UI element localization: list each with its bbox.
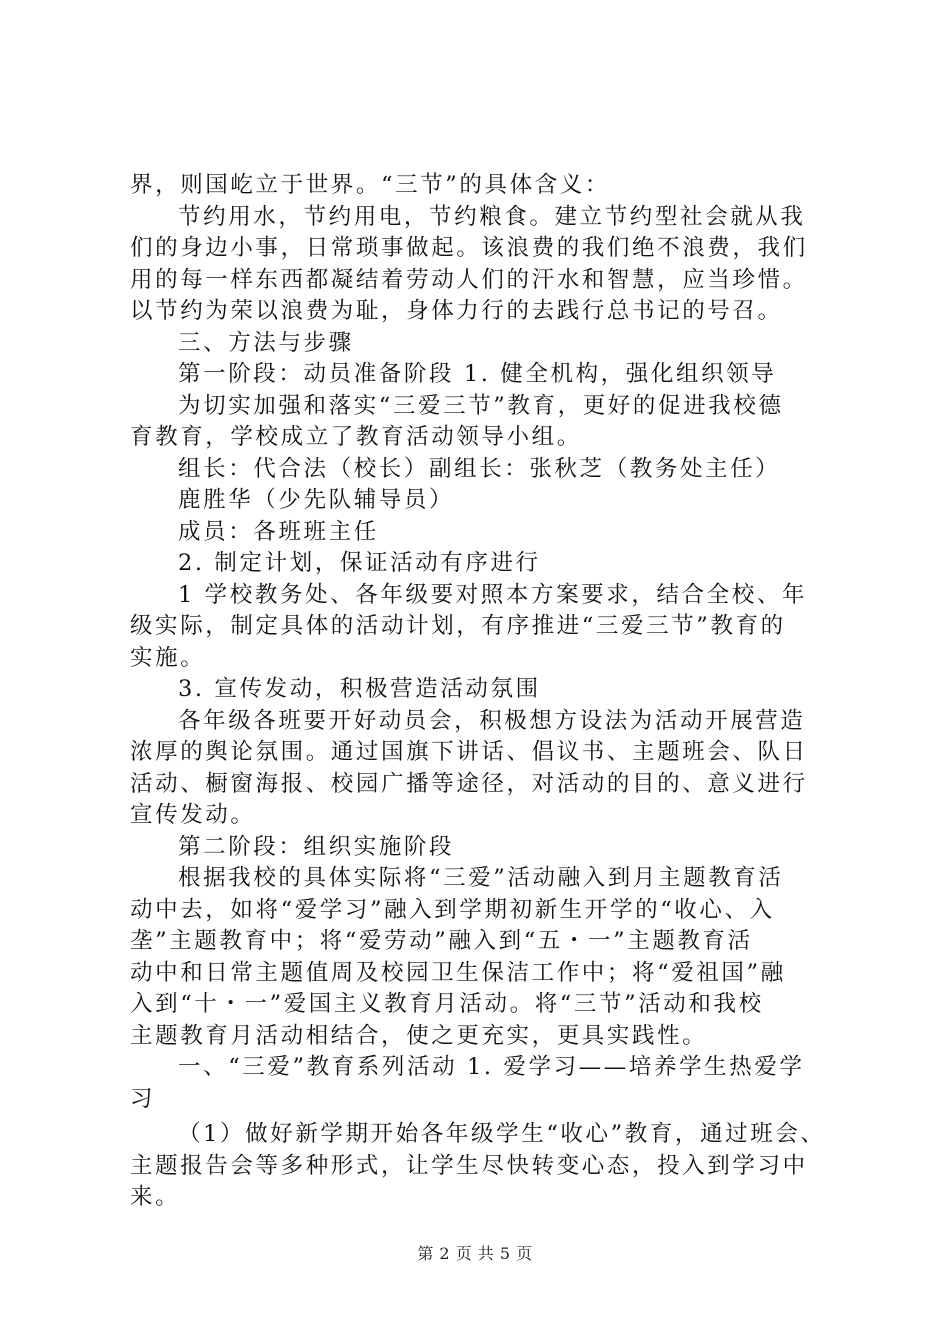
text-line: 成员：各班班主任 [178, 518, 379, 545]
text-line: 浓厚的舆论氛围。通过国旗下讲话、倡议书、主题班会、队日 [130, 739, 808, 765]
text-line: 动中和日常主题值周及校园卫生保洁工作中；将“爱祖国”融 [130, 959, 786, 986]
text-line: 宣传发动。 [130, 802, 256, 828]
text-line: 一、“三爱”教育系列活动 1. 爱学习——培养学生热爱学 [178, 1054, 805, 1080]
text-line: 组长：代合法（校长）副组长：张秋芝（教务处主任） [178, 455, 781, 482]
text-line: 们的身边小事，日常琐事做起。该浪费的我们绝不浪费，我们 [130, 235, 808, 261]
text-line: 节约用水，节约用电，节约粮食。建立节约型社会就从我 [178, 203, 806, 230]
text-line: 活动、橱窗海报、校园广播等途径，对活动的目的、意义进行 [130, 770, 808, 797]
text-line: 第一阶段：动员准备阶段 1. 健全机构，强化组织领导 [178, 361, 777, 387]
text-line: 根据我校的具体实际将“三爱”活动融入到月主题教育活 [178, 865, 784, 891]
text-line: 垄”主题教育中；将“爱劳动”融入到“五・一”主题教育活 [130, 928, 753, 954]
text-line: 动中去，如将“爱学习”融入到学期初新生开学的“收心、入 [130, 896, 775, 923]
text-line: 2. 制定计划，保证活动有序进行 [178, 550, 541, 576]
text-line: （1）做好新学期开始各年级学生“收心”教育，通过班会、 [178, 1121, 826, 1147]
text-line: 为切实加强和落实“三爱三节”教育，更好的促进我校德 [178, 392, 784, 419]
text-line: 用的每一样东西都凝结着劳动人们的汗水和智慧，应当珍惜。 [130, 266, 808, 293]
text-line: 来。 [130, 1184, 181, 1210]
text-line: 三、方法与步骤 [178, 329, 354, 356]
document-body [130, 170, 836, 1214]
text-line: 以节约为荣以浪费为耻，身体力行的去践行总书记的号召。 [130, 298, 783, 324]
text-line: 3. 宣传发动，积极营造活动氛围 [178, 676, 541, 702]
text-line: 界，则国屹立于世界。“三节”的具体含义： [130, 172, 611, 198]
text-line: 主题报告会等多种形式，让学生尽快转变心态，投入到学习中 [130, 1152, 808, 1179]
text-line: 实施。 [130, 644, 206, 671]
text-line: 主题教育月活动相结合，使之更充实，更具实践性。 [130, 1022, 708, 1049]
page-footer: 第 2 页 共 5 页 [417, 1244, 533, 1263]
text-line: 各年级各班要开好动员会，积极想方设法为活动开展营造 [178, 707, 806, 734]
text-line: 习 [130, 1085, 156, 1112]
text-line: 第二阶段：组织实施阶段 [178, 833, 455, 860]
text-line: 育教育，学校成立了教育活动领导小组。 [130, 424, 582, 450]
text-line: 鹿胜华（少先队辅导员） [178, 487, 455, 513]
text-line: 入到“十・一”爱国主义教育月活动。将“三节”活动和我校 [130, 991, 764, 1017]
text-line: 级实际，制定具体的活动计划，有序推进“三爱三节”教育的 [130, 613, 786, 639]
text-line: 1 学校教务处、各年级要对照本方案要求，结合全校、年 [178, 581, 808, 608]
